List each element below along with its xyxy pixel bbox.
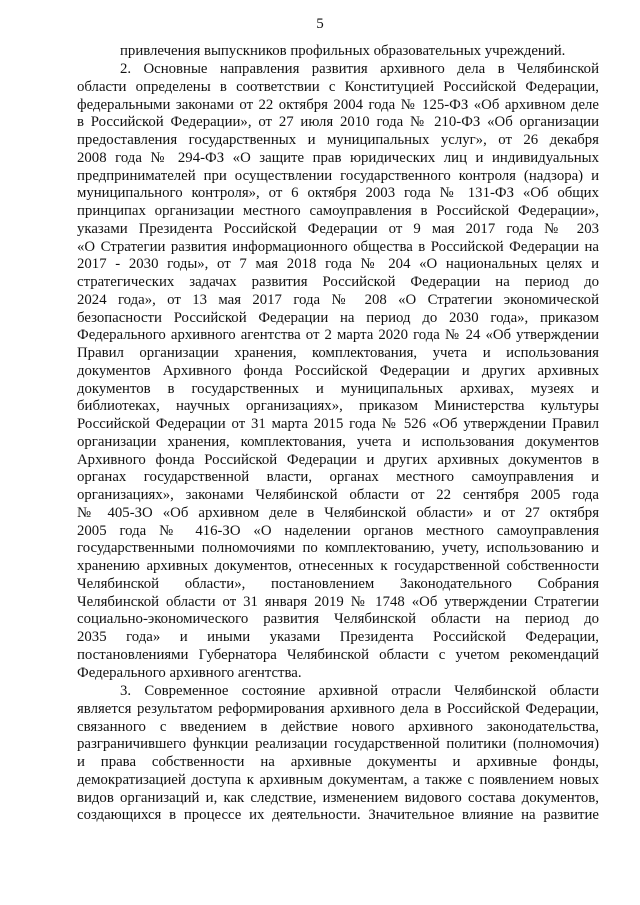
text-line: демократизацией доступа к архивным документам, а также с появлением новых xyxy=(77,771,599,788)
text-line: создающихся в процессе их деятельности. Значительное влияние на развитие xyxy=(77,807,599,824)
text-line: связанного с введением в действие нового архивного законодательства, xyxy=(77,718,599,735)
text-line: видов организаций и, как следствие, изменением видового состава документов, xyxy=(77,789,599,806)
text-line: Челябинской области от 31 января 2019 № 1748 «Об утверждении Стратегии xyxy=(77,593,599,610)
text-line: Правил организации хранения, комплектования, учета и использования xyxy=(77,345,599,361)
text-line: безопасности Российской Федерации на период до 2030 года», приказом xyxy=(77,309,599,326)
page-number: 5 xyxy=(316,16,324,32)
text-line: 2017 - 2030 годы», от 7 мая 2018 года № 204 «О национальных целях и xyxy=(77,256,599,273)
text-line: указами Президента Российской Федерации от 9 мая 2017 года № 203 xyxy=(77,220,599,237)
text-line: 3. Современное состояние архивной отрасли Челябинской области xyxy=(120,683,599,699)
text-line: привлечения выпускников профильных образовательных учреждений. xyxy=(120,43,566,59)
paragraph-3 xyxy=(77,683,599,825)
text-line: организации хранения, комплектования, учета и использования документов xyxy=(77,433,599,450)
text-line: социально-экономического развития Челябинской области на период до xyxy=(77,611,599,628)
text-line: постановлениями Губернатора Челябинской области с учетом рекомендаций xyxy=(77,646,599,663)
text-line: в Российской Федерации», от 27 июля 2010 года № 210-ФЗ «Об организации xyxy=(77,114,599,131)
text-line: Федерального архивного агентства. xyxy=(77,664,302,681)
text-line: Федерального архивного агентства от 2 марта 2020 года № 24 «Об утверждении xyxy=(77,327,599,344)
text-line: Архивного фонда Российской Федерации и других архивных документов в xyxy=(77,451,599,468)
text-line: и права собственности на архивные документы и архивные фонды, xyxy=(77,754,599,770)
text-line: № 405-ЗО «Об архивном деле в Челябинской области» и от 27 октября xyxy=(77,504,599,521)
text-line: «О Стратегии развития информационного общества в Российской Федерации на xyxy=(77,238,599,255)
text-line: предоставления государственных и муниципальных услуг», от 26 декабря xyxy=(77,132,599,148)
text-line: документов Архивного фонда Российской Федерации и других архивных xyxy=(77,362,599,379)
text-line: 2. Основные направления развития архивного дела в Челябинской xyxy=(120,61,599,77)
text-line: 2005 года № 416-ЗО «О наделении органов местного самоуправления xyxy=(77,522,599,539)
text-line: является результатом реформирования архивного дела в Российской Федерации, xyxy=(77,700,599,717)
text-line: органах государственной власти, органах местного самоуправления и xyxy=(77,469,599,486)
text-line: документов в государственных и муниципальных архивах, музеях и xyxy=(77,380,599,397)
text-line: государственными полномочиями по комплектованию, учету, использованию и xyxy=(77,540,599,557)
text-line: организациях», законами Челябинской области от 22 сентября 2005 года xyxy=(77,487,599,503)
text-line: 2008 года № 294-ФЗ «О защите прав юридических лиц и индивидуальных xyxy=(77,149,599,166)
text-line: стратегических задачах развития Российской Федерации на период до xyxy=(77,274,599,290)
paragraph-2 xyxy=(77,61,599,682)
text-line: принципах организации местного самоуправления в Российской Федерации», xyxy=(77,203,599,219)
text-line: Челябинской области», постановлением Законодательного Собрания xyxy=(77,575,599,592)
paragraph-1-tail xyxy=(77,43,599,61)
text-line: 2024 года», от 13 мая 2017 года № 208 «О Стратегии экономической xyxy=(77,291,599,308)
text-line: 2035 года» и иными указами Президента Российской Федерации, xyxy=(77,629,599,645)
text-line: разграничившего функции реализации государственной политики (полномочия) xyxy=(77,736,599,753)
text-line: области определены в соответствии с Конституцией Российской Федерации, xyxy=(77,78,599,95)
text-line: муниципального контроля», от 6 октября 2003 года № 131-ФЗ «Об общих xyxy=(77,185,599,202)
text-line: федеральными законами от 22 октября 2004 года № 125-ФЗ «Об архивном деле xyxy=(77,96,599,113)
text-line: библиотеках, научных организациях», приказом Министерства культуры xyxy=(77,398,599,415)
text-line: хранению архивных документов, отнесенных к государственной собственности xyxy=(77,558,599,574)
text-line: Российской Федерации от 31 марта 2015 года № 526 «Об утверждении Правил xyxy=(77,416,599,432)
text-line: предпринимателей при осуществлении государственного контроля (надзора) и xyxy=(77,167,599,184)
